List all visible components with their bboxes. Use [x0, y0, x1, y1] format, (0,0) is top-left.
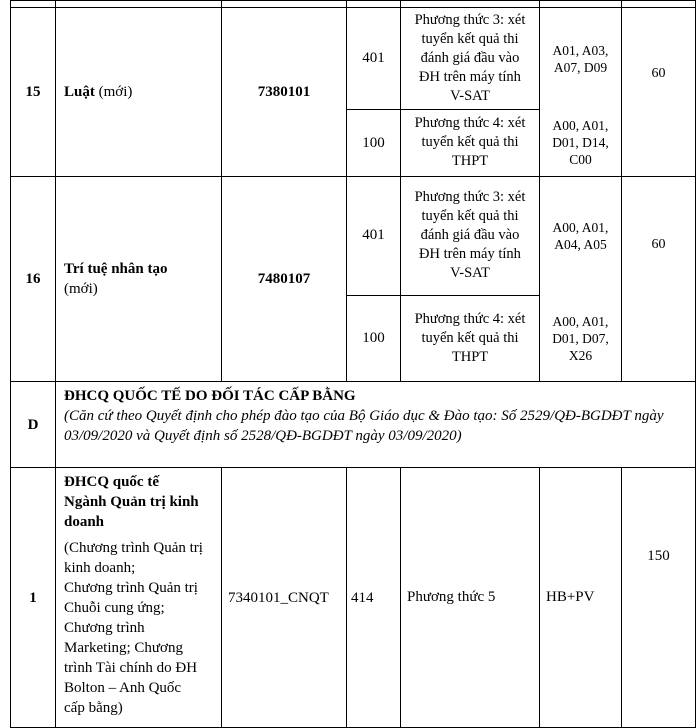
program-detail-line: cấp bằng)	[64, 700, 123, 716]
program-detail-line: kinh doanh;	[64, 560, 136, 576]
row-stt: 15	[11, 8, 56, 177]
method-line: ĐH trên máy tính	[419, 246, 521, 263]
method-line: Phương thức 3: xét	[414, 11, 526, 28]
row-major-code: 7380101	[222, 8, 347, 177]
method-description	[401, 295, 540, 381]
combo-line: X26	[568, 347, 593, 363]
admission-table-container	[10, 0, 695, 728]
method-line: Phương thức 4: xét	[414, 115, 526, 132]
method-code: 100	[347, 109, 401, 176]
method-line: Phương thức 4: xét	[414, 310, 526, 327]
program-detail-line: trình Tài chính do ĐH	[64, 660, 198, 676]
method-line: đánh giá đầu vào	[420, 49, 520, 66]
combo-line: C00	[569, 152, 592, 167]
subject-combos-cell	[540, 177, 622, 382]
table-row	[11, 177, 696, 296]
method-description	[401, 177, 540, 296]
admission-table	[10, 0, 696, 728]
program-detail-line: Marketing; Chương	[64, 640, 183, 656]
combo-line: A00, A01,	[552, 118, 609, 133]
row-quota: 60	[622, 8, 696, 177]
section-row	[11, 382, 696, 468]
row-major-name	[56, 8, 222, 177]
combo-line: A00, A01,	[552, 220, 609, 235]
row-quota: 150	[622, 468, 696, 728]
method-description	[401, 109, 540, 176]
method-code: 414	[347, 468, 401, 728]
row-major-code: 7340101_CNQT	[222, 468, 347, 728]
section-content	[56, 382, 696, 468]
method-line: ĐH trên máy tính	[419, 68, 521, 85]
program-heading-line: doanh	[64, 514, 105, 530]
method-line: V-SAT	[450, 265, 490, 282]
combo-line: A00, A01,	[552, 313, 609, 329]
method-line: tuyển kết quả thi	[421, 30, 519, 47]
row-quota: 60	[622, 177, 696, 382]
method-description	[401, 8, 540, 110]
table-row-continuation	[11, 1, 696, 8]
combo-line: A04, A05	[554, 237, 607, 252]
major-name-suffix: (mới)	[94, 84, 133, 100]
section-note: (Căn cứ theo Quyết định cho phép đào tạo của Bộ Giáo dục & Đào tạo: Số 2529/QĐ-BGDĐT ngày 03/09/2020 và Quyết định số 2528/QĐ-BGDĐT ngày 03/09/2020)	[64, 408, 664, 444]
combo-line: A01, A03,	[552, 42, 609, 58]
method-line: đánh giá đầu vào	[420, 227, 520, 244]
method-line: tuyển kết quả thi	[421, 134, 519, 151]
program-detail-line: Chuỗi cung ứng;	[64, 600, 165, 616]
method-line: V-SAT	[450, 87, 490, 104]
subject-combos	[540, 8, 621, 109]
major-name: Trí tuệ nhân tạo	[64, 261, 168, 277]
method-line: tuyển kết quả thi	[421, 329, 519, 346]
method-line: THPT	[451, 153, 489, 170]
program-detail-line: (Chương trình Quản trị	[64, 540, 203, 556]
program-detail-line: Chương trình	[64, 620, 145, 636]
method-line: tuyển kết quả thi	[421, 208, 519, 225]
method-code: 100	[347, 295, 401, 381]
program-detail-line: Bolton – Anh Quốc	[64, 680, 182, 696]
combo-line: D01, D14,	[552, 135, 609, 150]
row-stt: 1	[11, 468, 56, 728]
subject-combos: HB+PV	[540, 468, 622, 728]
subject-combos	[540, 109, 621, 176]
program-detail-line: Chương trình Quản trị	[64, 580, 198, 596]
row-major-name	[56, 177, 222, 382]
subject-combos	[540, 295, 621, 381]
section-title: ĐHCQ QUỐC TẾ DO ĐỐI TÁC CẤP BẰNG	[64, 388, 356, 404]
table-row	[11, 8, 696, 110]
program-heading-line: Ngành Quản trị kinh	[64, 494, 199, 510]
combo-line: A07, D09	[553, 59, 608, 75]
major-name-suffix: (mới)	[64, 281, 98, 297]
method-code: 401	[347, 8, 401, 110]
row-major-code: 7480107	[222, 177, 347, 382]
major-name: Luật	[64, 84, 95, 100]
program-heading-line: ĐHCQ quốc tế	[64, 474, 159, 490]
subject-combos-cell	[540, 8, 622, 177]
section-label: D	[11, 382, 56, 468]
method-description: Phương thức 5	[401, 468, 540, 728]
method-line: Phương thức 3: xét	[414, 189, 526, 206]
method-code: 401	[347, 177, 401, 296]
method-line: THPT	[451, 348, 489, 365]
combo-line: D01, D07,	[552, 330, 609, 346]
subject-combos	[540, 177, 621, 295]
program-description	[56, 468, 222, 728]
row-stt: 16	[11, 177, 56, 382]
table-row	[11, 468, 696, 728]
